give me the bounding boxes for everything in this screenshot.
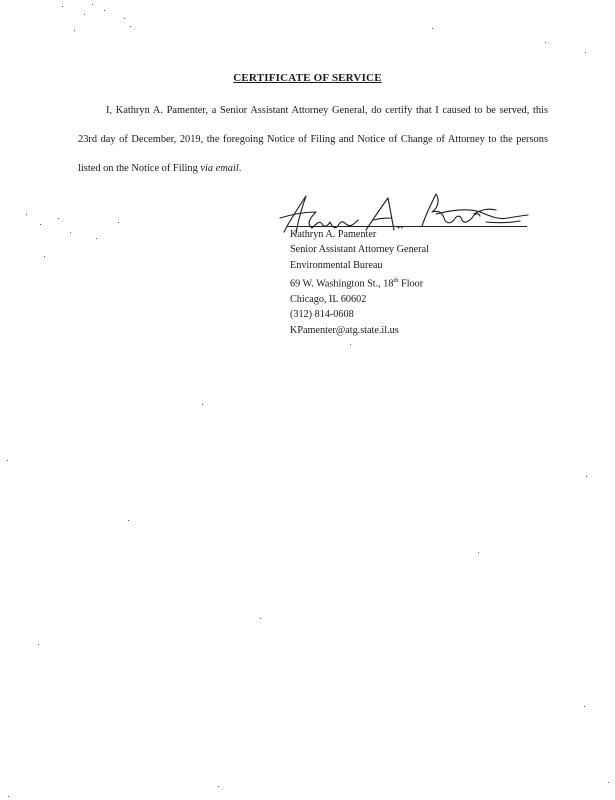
scan-speck — [584, 706, 585, 707]
scan-speck — [432, 28, 433, 29]
certification-text: I, Kathryn A. Pamenter, a Senior Assistant Attorney General, do certify that I caused to be served, this 23rd day of December, 2019, the foregoing Notice of Filing and Notice of Change of Attorney to the persons listed on the Notice of Filing — [78, 105, 548, 174]
scan-speck — [8, 796, 9, 797]
scan-speck — [84, 14, 85, 15]
scan-speck — [350, 344, 351, 345]
address-street: 69 W. Washington St., 18 — [290, 278, 394, 290]
signer-phone: (312) 814-0608 — [290, 309, 354, 321]
address-ordinal-suffix: th — [393, 277, 399, 285]
scan-speck — [26, 214, 27, 215]
scan-speck — [608, 782, 609, 783]
scan-speck — [104, 10, 105, 11]
signer-title: Senior Assistant Attorney General — [290, 244, 429, 256]
scan-speck — [58, 218, 59, 219]
signer-city: Chicago, IL 60602 — [290, 294, 367, 306]
signer-name: Kathryn A. Pamenter — [290, 229, 377, 240]
scan-speck — [202, 404, 203, 405]
scan-speck — [118, 222, 119, 223]
scan-speck — [62, 6, 63, 7]
scan-speck — [585, 52, 586, 53]
scan-speck — [92, 4, 93, 5]
scan-speck — [7, 460, 8, 461]
scan-speck — [545, 42, 546, 43]
scan-speck — [96, 238, 97, 239]
scan-speck — [218, 786, 219, 787]
scan-speck — [124, 18, 125, 19]
scan-speck — [38, 644, 39, 645]
certification-period: . — [238, 163, 242, 174]
scan-speck — [44, 256, 45, 257]
signature-block — [290, 227, 429, 338]
scan-speck — [70, 232, 71, 233]
scan-speck — [130, 26, 131, 27]
scan-speck — [478, 552, 479, 553]
scan-speck — [586, 476, 587, 477]
certification-paragraph — [78, 96, 548, 183]
scan-speck — [128, 520, 129, 521]
scan-speck — [40, 224, 41, 225]
scan-speck — [260, 618, 261, 619]
document-title: CERTIFICATE OF SERVICE — [233, 72, 382, 84]
scan-speck — [74, 30, 75, 31]
address-floor: Floor — [398, 278, 424, 290]
via-email-text: via email — [200, 163, 239, 174]
signer-email: KPamenter@atg.state.il.us — [290, 324, 399, 336]
signer-bureau: Environmental Bureau — [290, 259, 383, 271]
signer-address — [290, 273, 429, 292]
